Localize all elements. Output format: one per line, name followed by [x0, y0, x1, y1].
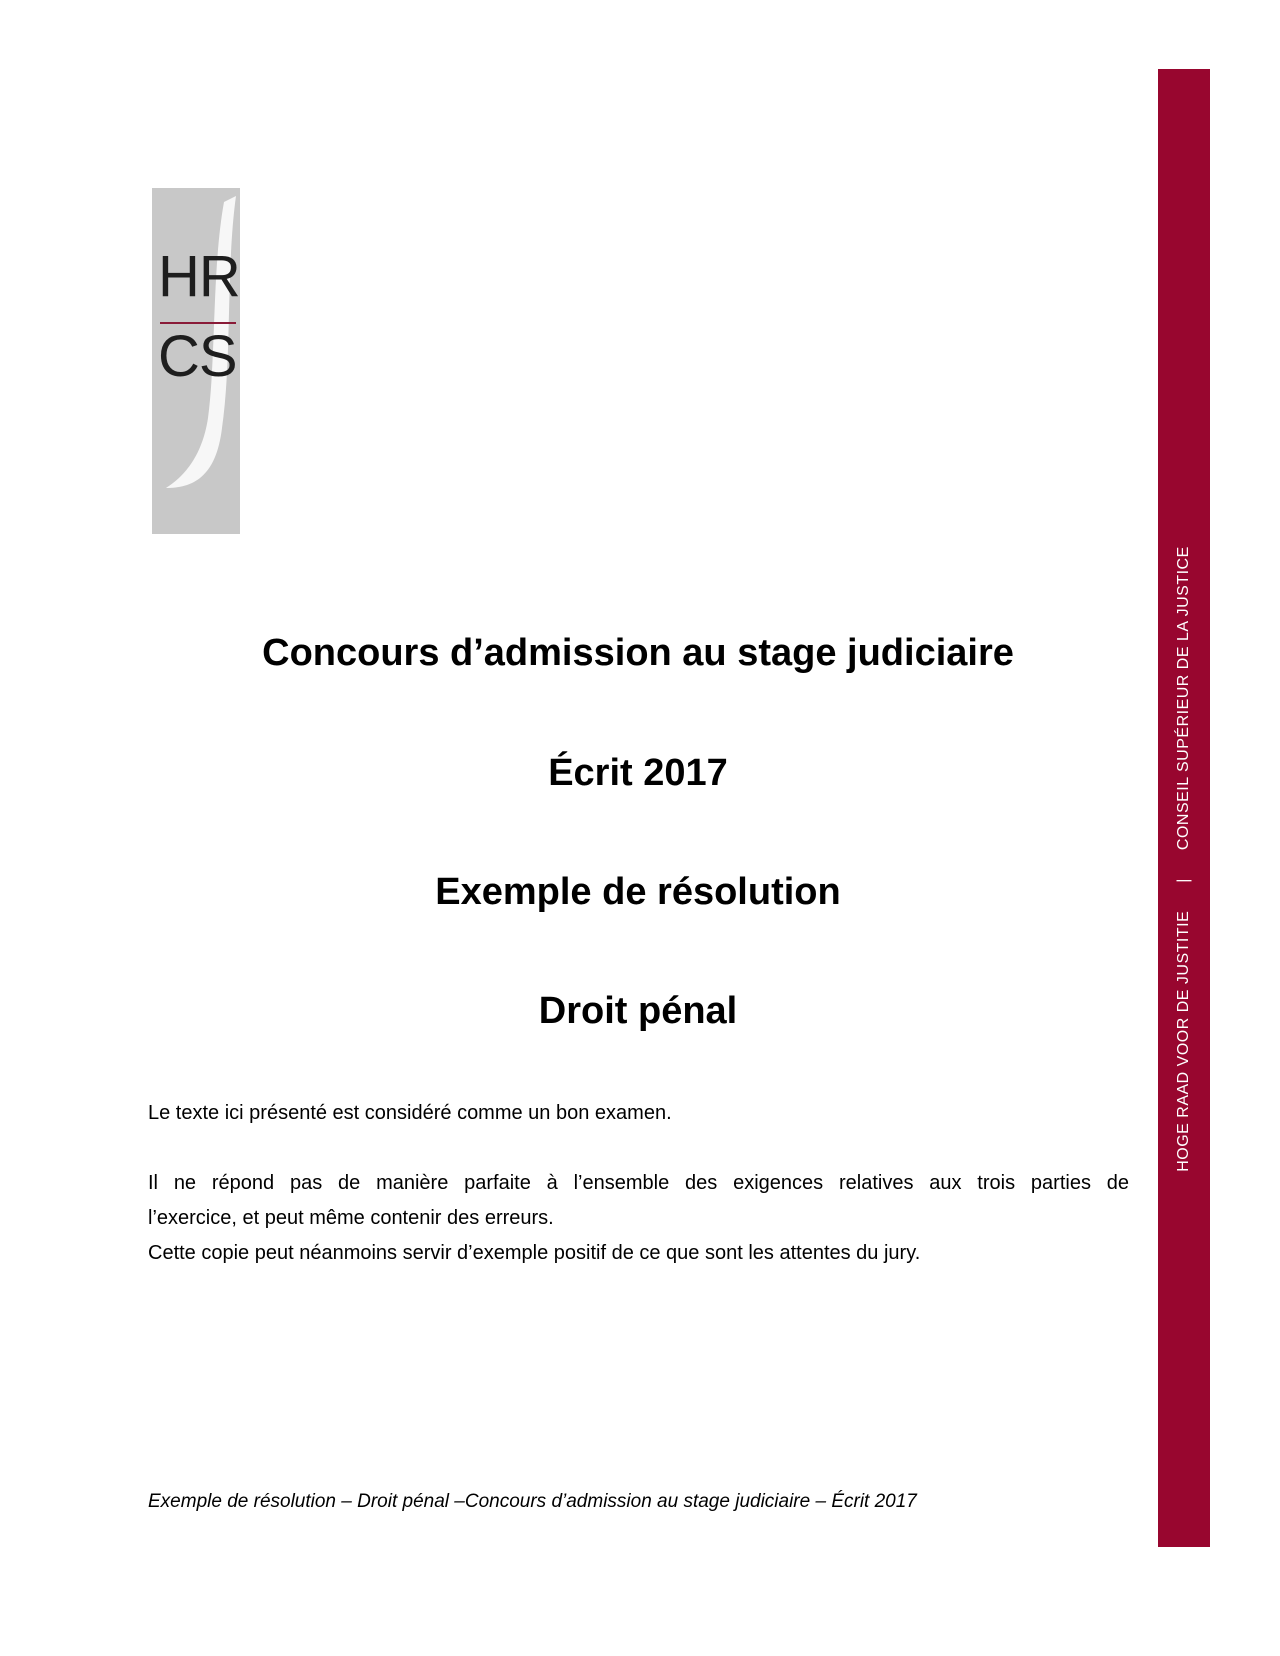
- document-subject: Droit pénal: [538, 990, 738, 1032]
- page-footer: Exemple de résolution – Droit pénal –Concours d’admission au stage judiciaire – Écrit 2017: [148, 1491, 917, 1512]
- side-band: [1158, 69, 1210, 1547]
- hrcs-logo: [152, 188, 240, 534]
- side-band-french: CONSEIL SUPÉRIEUR DE LA JUSTICE: [1175, 546, 1192, 851]
- side-band-text: [1175, 546, 1193, 1172]
- intro-paragraph: Le texte ici présenté est considéré comme un bon examen.: [148, 1102, 672, 1124]
- document-title: Concours d’admission au stage judiciaire: [262, 632, 1014, 674]
- logo-text-hr: HR: [158, 244, 240, 309]
- document-kind: Exemple de résolution: [435, 871, 841, 913]
- disclaimer-line-3: Cette copie peut néanmoins servir d’exemple positif de ce que sont les attentes du jury.: [148, 1242, 921, 1264]
- logo-text-cs: CS: [158, 324, 237, 389]
- document-year: Écrit 2017: [548, 752, 728, 794]
- side-band-separator: |: [1175, 878, 1192, 883]
- disclaimer-line-2: l’exercice, et peut même contenir des erreurs.: [148, 1207, 554, 1229]
- disclaimer-line-1: Il ne répond pas de manière parfaite à l’ensemble des exigences relatives aux trois parties de: [148, 1172, 1129, 1194]
- side-band-dutch: HOGE RAAD VOOR DE JUSTITIE: [1175, 910, 1192, 1172]
